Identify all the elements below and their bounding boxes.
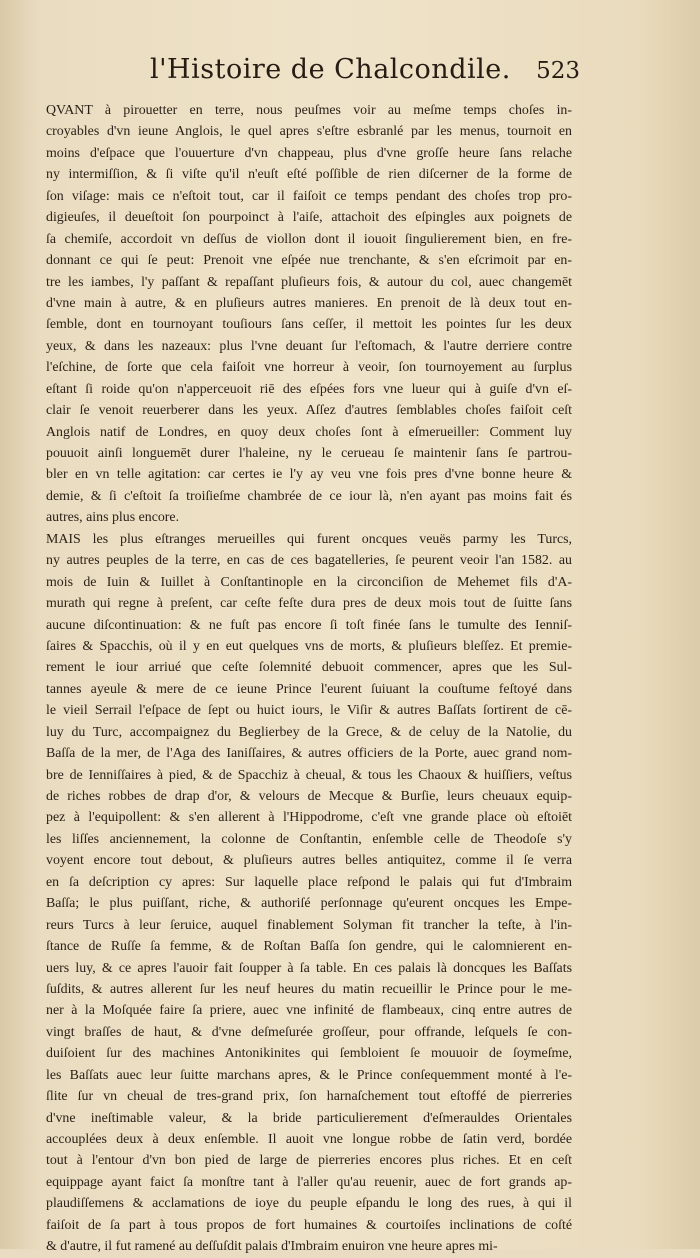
text-line: ſuſdits, & autres allerent ſur les neuf heures du matin recueillir le Prince pour le me- [46, 981, 572, 997]
text-line: demie, & ſi c'eſtoit ſa troiſieſme chambrée de ce iour là, n'en ayant pas moins fait és [46, 488, 572, 504]
text-line: l'eſchine, de ſorte que cela faiſoit vne horreur à veoir, ſon tournoyement au ſurplus [46, 360, 572, 376]
text-line: uers luy, & ce apres l'auoir fait ſoupper à ſa table. En ces palais là doncques les Baſſats [46, 960, 572, 976]
text-line: croyables d'vn ieune Anglois, le quel apres s'eſtre esbranlé par les menus, tournoit en [46, 124, 572, 140]
text-line: vingt braſſes de haut, & d'vne deſmeſurée groſſeur, pour offrande, leſquels ſe con- [46, 1024, 572, 1040]
text-line: les liſſes anciennement, la colonne de Conſtantin, enſemble celle de Theodoſe s'y [46, 831, 572, 847]
text-line: luy du Turc, accompaignez du Beglierbey de la Grece, & de celuy de la Natolie, du [46, 724, 572, 740]
text-line: faiſoit de ſa part à tous propos de fort humaines & courtoiſes inclinations de coſté [46, 1217, 572, 1233]
text-line: ſon viſage: mais ce n'eſtoit tout, car il faiſoit ce temps pendant des choſes trop pro- [46, 188, 572, 204]
text-line: equippage ayant faict ſa monſtre tant à l'aller qu'au reuenir, auec de fort grands ap- [46, 1174, 572, 1190]
text-line: d'vne main à autre, & en pluſieurs autres manieres. En prenoit de là deux tout en- [46, 295, 572, 311]
text-line: ner à la Moſquée faire ſa priere, auec vne infinité de flambeaux, cinq entre autres de [46, 1003, 572, 1019]
text-line: reurs Turcs à leur ſeruice, auquel finablement Solyman fit trancher la teſte, à l'in- [46, 917, 572, 933]
text-line: donnant ce qui ſe peut: Prenoit vne eſpée nue trenchante, & s'en eſcrimoit par en- [46, 253, 572, 269]
text-line: ſemble, dont en tournoyant touſiours ſans ceſſer, il mettoit les pointes ſur les deux [46, 317, 572, 333]
page-header [150, 54, 580, 94]
text-line: tre les iambes, l'y paſſant & repaſſant pluſieurs fois, & autour du col, auec changemēt [46, 274, 572, 290]
text-line: autres, ains plus encore. [46, 510, 180, 526]
text-line: ſlite ſur vn cheual de tres-grand prix, ſon harnaſchement tout eſtoffé de pierreries [46, 1089, 572, 1105]
text-line: MAIS les plus eſtranges merueilles qui furent oncques veuës parmy les Turcs, [46, 531, 572, 547]
text-line: Baſſa de la mer, de l'Aga des Ianiſſaires, & autres officiers de la Porte, auec grand nom- [46, 746, 572, 762]
body-text [46, 100, 572, 1258]
text-line: ſa chemiſe, accordoit vn deſſus de viollon dont il iouoit ſingulierement bien, en fre- [46, 231, 572, 247]
text-line: murath qui regne à preſent, car ceſte feſte dura pres de deux mois tout de ſuitte ſans [46, 596, 572, 612]
text-line: bler en vn telle agitation: car certes ie l'y ay veu vne fois pres d'vne bonne heure & [46, 467, 572, 483]
text-line: Baſſa; le plus puiſſant, riche, & authoriſé perſonnage qu'eurent oncques les Empe- [46, 896, 572, 912]
text-line: eſtant ſi roide qu'on n'apperceuoit riē des eſpées fors vne lueur qui à guiſe d'vn eſ- [46, 381, 572, 397]
text-line: ſaires & Spacchis, où il y en eut quelques vns de morts, & pluſieurs bleſſez. Et premie- [46, 638, 572, 654]
text-line: les Baſſats auec leur ſuitte marchans apres, & le Prince conſequemment monté à l'e- [46, 1067, 572, 1083]
text-line: clair ſe venoit reuerberer dans les yeux. Aſſez d'autres ſemblables choſes faiſoit ceſt [46, 403, 572, 419]
text-line: ſtance de Ruſſe ſa femme, & de Roſtan Baſſa ſon gendre, qui le calomnierent en- [46, 939, 572, 955]
text-line: duiſoient ſur des machines Antonikinites qui ſembloient ſe mouuoir de ſoymeſme, [46, 1046, 572, 1062]
text-line: ny intermiſſion, & ſi viſte qu'il n'euſt eſté poſſible de rien diſcerner de la forme de [46, 167, 572, 183]
text-line: digieuſes, il deueſtoit ſon pourpoinct à l'aiſe, attachoit des eſpingles aux poignets de [46, 210, 572, 226]
text-line: moins d'eſpace que l'ouuerture d'vn chappeau, plus d'vne groſſe heure ſans relache [46, 145, 572, 161]
text-line: QVANT à pirouetter en terre, nous peuſmes voir au meſme temps choſes in- [46, 103, 572, 118]
text-line: yeux, & dans les nazeaux: plus l'vne deuant ſur l'eſtomach, & l'autre derriere contre [46, 338, 572, 354]
text-line: mois de Iuin & Iuillet à Conſtantinople en la circonciſion de Mehemet fils d'A- [46, 574, 572, 590]
text-line: tannes ayeule & mere de ce ieune Prince l'eurent ſuiuant la couſtume feſtoyé dans [46, 681, 572, 697]
text-line: Anglois natif de Londres, en quoy deux choſes ſont à eſmerueiller: Comment luy [46, 424, 572, 440]
text-line: de riches robbes de drap d'or, & velours de Mecque & Burſie, leurs cheuaux equip- [46, 789, 572, 804]
text-line: pez à l'equipollent: & s'en allerent à l'Hippodrome, c'eſt vne grande place où eſtoiēt [46, 810, 572, 826]
text-line: pouuoit ainſi longuemēt durer l'haleine, ny le cerueau ſe maintenir ſans ſe partrou- [46, 446, 572, 461]
text-line: aucune diſcontinuation: & ne fuſt pas encore ſi toſt finée ſans le tumulte des Ienniſ- [46, 617, 572, 633]
text-line: en ſa deſcription cy apres: Sur laquelle place reſpond le palais qui fut d'Imbraim [46, 874, 572, 890]
text-line: rement le iour arriué que ceſte ſolemnité debuoit commencer, apres que les Sul- [46, 660, 572, 676]
text-line: accouplées deux à deux enſemble. Il auoit vne longue robbe de ſatin verd, bordée [46, 1132, 572, 1147]
text-line: le vieil Serrail l'eſpace de ſept ou huict iours, le Viſir & autres Baſſats ſortirent de cē- [46, 703, 572, 719]
text-line: d'vne ineſtimable valeur, & la bride particulierement d'eſmerauldes Orientales [46, 1110, 572, 1126]
running-title: l'Histoire de Chalcondile. [150, 54, 511, 85]
page-number: 523 [536, 58, 580, 84]
paragraph [46, 529, 572, 1258]
text-line: bre de Ienniſſaires à pied, & de Spacchiz à cheual, & tous les Chaoux & huiſſiers, veſtus [46, 767, 572, 783]
text-line: & d'autre, il fut ramené au deſſuſdit palais d'Imbraim enuiron vne heure apres mi- [46, 1239, 498, 1255]
text-line: voyent encore tout debout, & pluſieurs autres belles antiquitez, comme il ſe verra [46, 853, 572, 869]
text-line: plaudiſſemens & acclamations de ioye du peuple eſpandu le long des rues, à qui il [46, 1196, 572, 1212]
paragraph [46, 100, 572, 529]
text-line: ny autres peuples de la terre, en cas de ces bagatelleries, ſe peurent veoir l'an 1582. au [46, 553, 572, 569]
text-line: tout à l'entour d'vn bon pied de large de pierreries encores plus riches. Et en ceſt [46, 1153, 572, 1169]
